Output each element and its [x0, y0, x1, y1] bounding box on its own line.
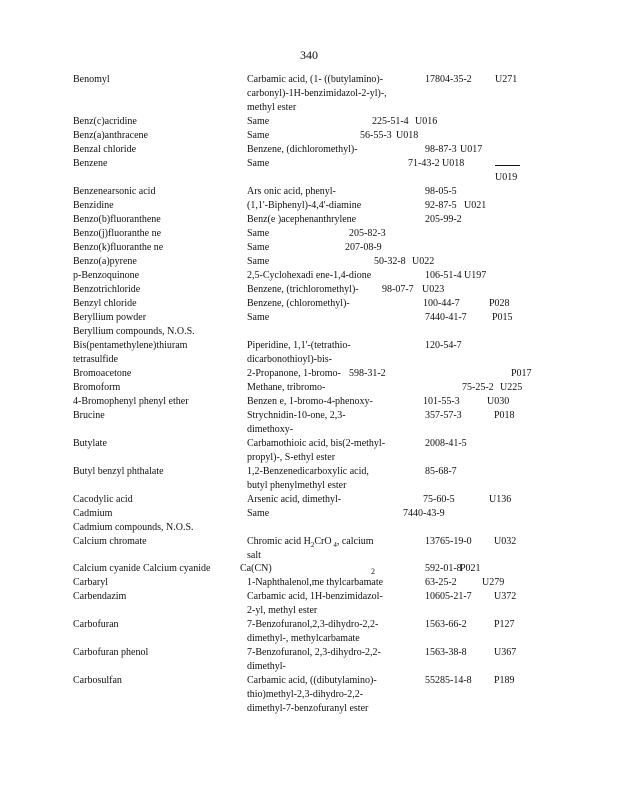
chemical-synonym: 7-Benzofuranol, 2,3-dihydro-2,2- — [247, 647, 381, 658]
cas-number: 98-05-5 — [425, 186, 457, 197]
chemical-name: Bromoacetone — [73, 368, 132, 379]
cas-number: 357-57-3 — [425, 410, 462, 421]
chemical-name: Benzal chloride — [73, 144, 137, 155]
cas-number: 56-55-3 — [360, 130, 392, 141]
chemical-synonym: dimethyl- — [247, 661, 286, 672]
chemical-synonym: Benzen e, 1-bromo-4-phenoxy- — [247, 396, 373, 407]
chemical-synonym: methyl ester — [247, 102, 297, 113]
waste-code: P189 — [494, 675, 515, 686]
cas-number: 205-82-3 — [349, 228, 386, 239]
cas-number: 205-99-2 — [425, 214, 462, 225]
cas-number: 75-60-5 — [423, 494, 455, 505]
waste-code: U018 — [396, 130, 419, 141]
chemical-synonym: Carbamic acid, ((dibutylamino)- — [247, 675, 377, 686]
chemical-name: Butylate — [73, 438, 107, 449]
chemical-synonym: Same — [247, 242, 270, 253]
chemical-name: Brucine — [73, 410, 105, 421]
divider-line — [495, 165, 520, 166]
chemical-name: Bis(pentamethylene)thiuram — [73, 340, 188, 351]
waste-code: P028 — [489, 298, 510, 309]
chemical-name: Benz(c)acridine — [73, 116, 137, 127]
waste-code: U022 — [412, 256, 435, 267]
cas-number: 71-43-2 — [408, 158, 440, 169]
chemical-name: Carbofuran — [73, 619, 119, 630]
waste-code: U030 — [487, 396, 510, 407]
chemical-synonym: Benz(e )acephenanthrylene — [247, 214, 357, 225]
chemical-synonym: 2,5-Cyclohexadi ene-1,4-dione — [247, 270, 372, 281]
chemical-synonym: propyl)-, S-ethyl ester — [247, 452, 336, 463]
chemical-name: Benzenearsonic acid — [73, 186, 156, 197]
chemical-synonym: Methane, tribromo- — [247, 382, 326, 393]
chemical-name: Bromoform — [73, 382, 121, 393]
chemical-synonym: dimethyl-, methylcarbamate — [247, 633, 360, 644]
chemical-synonym: Same — [247, 116, 270, 127]
waste-code: U019 — [495, 172, 518, 183]
cas-number: 75-25-2 — [462, 382, 494, 393]
chemical-synonym: 1-Naphthalenol,me thylcarbamate — [247, 577, 384, 588]
chemical-name: p-Benzoquinone — [73, 270, 140, 281]
cas-number: 50-32-8 — [374, 256, 406, 267]
chemical-synonym: Same — [247, 256, 270, 267]
chemical-synonym: Strychnidin-10-one, 2,3- — [247, 410, 346, 421]
chemical-synonym: Benzene, (dichloromethyl)- — [247, 144, 358, 155]
chemical-synonym: Piperidine, 1,1'-(tetrathio- — [247, 340, 351, 351]
page-number: 340 — [300, 48, 318, 62]
chemical-synonym: 2-Propanone, 1-bromo- — [247, 368, 341, 379]
chemical-name: Cadmium — [73, 508, 113, 519]
waste-code: U016 — [415, 116, 438, 127]
chemical-synonym: salt — [247, 550, 261, 561]
chemical-synonym: Benzene, (trichloromethyl)- — [247, 284, 359, 295]
chemical-formula-subscript: 2 — [371, 567, 375, 576]
cas-number: 63-25-2 — [425, 577, 457, 588]
chemical-name: Beryllium powder — [73, 312, 147, 323]
waste-code: P127 — [494, 619, 515, 630]
cas-number: 7440-43-9 — [403, 508, 445, 519]
waste-code: U136 — [489, 494, 512, 505]
chemical-name: Cacodylic acid — [73, 494, 133, 505]
chemical-synonym: 2-yl, methyl ester — [247, 605, 318, 616]
cas-number: 7440-41-7 — [425, 312, 467, 323]
chemical-name: tetrasulfide — [73, 354, 118, 365]
chemical-name: Beryllium compounds, N.O.S. — [73, 326, 195, 337]
waste-code: U271 — [495, 74, 518, 85]
chemical-name: Benzyl chloride — [73, 298, 137, 309]
chemical-name: Benzidine — [73, 200, 114, 211]
chemical-synonym: Same — [247, 158, 270, 169]
chemical-synonym: carbonyl)-1H-benzimidazol-2-yl)-, — [247, 88, 387, 99]
cas-number: 13765-19-0 — [425, 536, 472, 547]
chemical-synonym: dimethoxy- — [247, 424, 294, 435]
chemical-name: Cadmium compounds, N.O.S. — [73, 522, 194, 533]
waste-code: U023 — [422, 284, 445, 295]
cas-number: 98-87-3 — [425, 144, 457, 155]
waste-code: U018 — [442, 158, 465, 169]
chemical-synonym: Same — [247, 130, 270, 141]
chemical-synonym: Carbamothioic acid, bis(2-methyl- — [247, 438, 386, 449]
chemical-synonym: Carbamic acid, (1- ((butylamino)- — [247, 74, 384, 85]
waste-code: U017 — [460, 144, 483, 155]
waste-code: P021 — [460, 563, 481, 574]
waste-code: U021 — [464, 200, 487, 211]
chemical-synonym: Ca(CN) — [240, 563, 272, 574]
chemical-synonym: thio)methyl-2,3-dihydro-2,2- — [247, 689, 364, 700]
chemical-name: Carbaryl — [73, 577, 108, 588]
cas-number: 592-01-8 — [425, 563, 462, 574]
chemical-synonym: Same — [247, 312, 270, 323]
waste-code: P017 — [511, 368, 532, 379]
chemical-name: Butyl benzyl phthalate — [73, 466, 164, 477]
cas-number: 2008-41-5 — [425, 438, 467, 449]
cas-number: 1563-66-2 — [425, 619, 467, 630]
chemical-name: Calcium chromate — [73, 536, 147, 547]
chemical-synonym: Benzene, (chloromethyl)- — [247, 298, 350, 309]
chemical-name: 4-Bromophenyl phenyl ether — [73, 396, 189, 407]
waste-code: U279 — [482, 577, 505, 588]
chemical-name: Benzo(k)fluoranthe ne — [73, 242, 164, 253]
cas-number: 85-68-7 — [425, 466, 457, 477]
chemical-name: Benzo(j)fluoranthe ne — [73, 228, 162, 239]
chemical-name: Calcium cyanide Calcium cyanide — [73, 563, 211, 574]
chemical-name: Carbosulfan — [73, 675, 122, 686]
cas-number: 98-07-7 — [382, 284, 414, 295]
chemical-synonym: dicarbonothioyl)-bis- — [247, 354, 332, 365]
chemical-synonym: butyl phenylmethyl ester — [247, 480, 347, 491]
cas-number: 225-51-4 — [372, 116, 409, 127]
waste-code: U032 — [494, 536, 517, 547]
chemical-name: Carbofuran phenol — [73, 647, 149, 658]
chemical-synonym: Same — [247, 508, 270, 519]
chemical-synonym: 1,2-Benzenedicarboxylic acid, — [247, 466, 369, 477]
cas-number: 101-55-3 — [423, 396, 460, 407]
chemical-synonym: Same — [247, 228, 270, 239]
chemical-name: Benzo(b)fluoranthene — [73, 214, 161, 225]
chemical-synonym: (1,1'-Biphenyl)-4,4'-diamine — [247, 200, 362, 211]
cas-number: 55285-14-8 — [425, 675, 472, 686]
waste-code: U197 — [464, 270, 487, 281]
cas-number: 1563-38-8 — [425, 647, 467, 658]
waste-code: U367 — [494, 647, 517, 658]
cas-number: 92-87-5 — [425, 200, 457, 211]
chemical-name: Benz(a)anthracene — [73, 130, 148, 141]
chemical-synonym: Arsenic acid, dimethyl- — [247, 494, 342, 505]
waste-code: P018 — [494, 410, 515, 421]
waste-code: U225 — [500, 382, 523, 393]
chemical-synonym: Chromic acid $H_2CrO$ $_4$, calcium — [247, 536, 374, 549]
chemical-synonym: Ars onic acid, phenyl- — [247, 186, 336, 197]
chemical-synonym: 7-Benzofuranol,2,3-dihydro-2,2- — [247, 619, 379, 630]
chemical-synonym: Carbamic acid, 1H-benzimidazol- — [247, 591, 383, 602]
chemical-name: Benzotrichloride — [73, 284, 141, 295]
cas-number: 120-54-7 — [425, 340, 462, 351]
waste-code: U372 — [494, 591, 517, 602]
cas-number: 17804-35-2 — [425, 74, 472, 85]
cas-number: 100-44-7 — [423, 298, 460, 309]
chemical-name: Carbendazim — [73, 591, 127, 602]
chemical-synonym: dimethyl-7-benzofuranyl ester — [247, 703, 369, 714]
chemical-name: Benzo(a)pyrene — [73, 256, 137, 267]
cas-number: 10605-21-7 — [425, 591, 472, 602]
chemical-name: Benzene — [73, 158, 108, 169]
cas-number: 106-51-4 — [425, 270, 462, 281]
waste-code: P015 — [492, 312, 513, 323]
cas-number: 207-08-9 — [345, 242, 382, 253]
chemical-name: Benomyl — [73, 74, 110, 85]
cas-number: 598-31-2 — [349, 368, 386, 379]
